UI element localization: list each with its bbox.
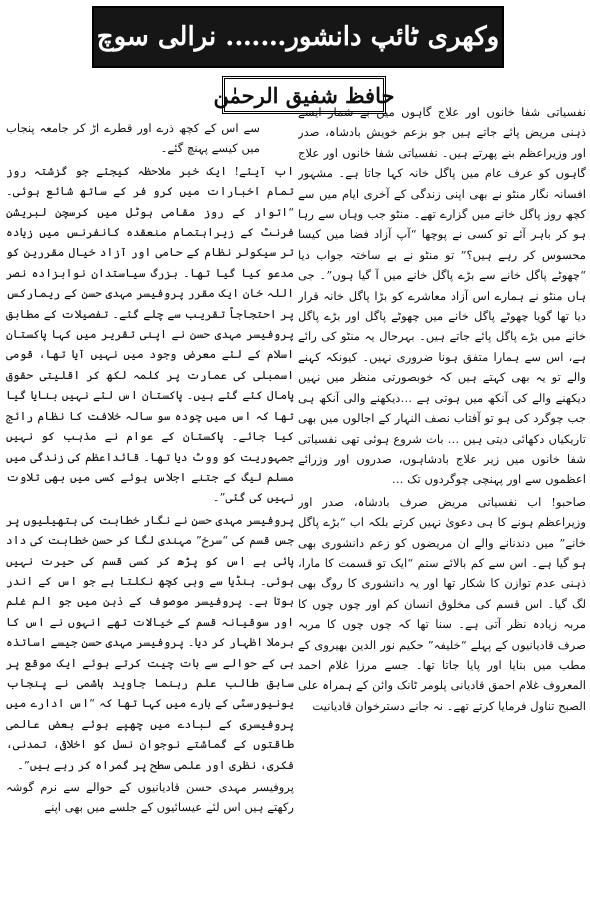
paragraph: پروفیسر مہدی حسن قادیانیوں کے حوالے سے نرم گوشہ رکھتے ہیں اس لئے عیسائیوں کے جلسے میں بھی اپنے [6,780,294,815]
article-column-left [6,118,294,902]
paragraph: صاحبو! اب نفسیاتی مریض صرف بادشاہ، صدر اور وزیراعظم ہونے کا ہی دعویٰ نہیں کرتے بلکہ اب “بڑے پاگل خانے” میں دندنانے والے ان مریضوں کو زعم دانشوری بھی ہو گیا ہے۔ اس سے کم بالائے ستم “ایک تو قسمت کا مارا، ذہنی عدم توازن کا شکار تھا اور یہ دانشوری کا روگ بھی لگ گیا۔ اس قسم کی مخلوق انسان کم اور چوں چوں کا مربہ زیادہ نظر آتی ہے۔ سنا تھا کہ چوں چوں کا مربہ صرف قادیانیوں کے پہلے “خلیفہ” حکیم نور الدین بھیروی کے مطب میں بنایا اور پایا جاتا تھا۔ جسے مرزا غلام احمد المعروف غلام احمق قادیانی پلومر ٹانک وائن کے ہمراہ علی الصبح تناول فرمایا کرتے تھے۔ نہ جانے دسترخوان قادیانیت [298,494,586,713]
paragraph: سے اس کے کچھ ذرے اور قطرے اڑ کر جامعہ پنجاب میں کیسے پہنچ گئے۔ [6,121,260,156]
headline: وکھری ٹائپ دانشور……. نرالی سوچ [92,6,504,68]
article-column-right [298,102,586,902]
paragraph: نفسیاتی شفا خانوں اور علاج گاہوں میں بے شمار ایسے ذہنی مریض پائے جاتے ہیں جو بزعم خویش بادشاہ، صدر اور وزیراعظم بنے پھرتے ہیں۔ نفسیاتی شفا خانوں اور علاج گاہوں کو عرف عام میں پاگل خانہ کہا جاتا ہے۔ مشہور افسانہ نگار منٹو نے بھی اپنی زندگی کے آخری ایام میں سے کچھ روز پاگل خانے میں گزارے تھے۔ منٹو جب وہاں سے رہا ہو کر باہر آئے تو کسی نے پوچھا “آپ آزاد فضا میں کیسا محسوس کر رہے ہیں؟” تو منٹو نے بے ساختہ جواب دیا “چھوٹے پاگل خانے سے بڑے پاگل خانے میں آ گیا ہوں”۔ جی ہاں منٹو نے ہمارے اس آزاد معاشرے کو بڑا پاگل خانہ قرار دیا تھا گویا چھوٹے پاگل خانے میں چھوٹے پاگل اور بڑے پاگل خانے میں بڑے پاگل پائے جاتے ہیں۔ بہرحال یہ منٹو کی رائے ہے، اس سے ہمارا متفق ہونا ضروری نہیں۔ کیونکہ کہنے والے تو یہ بھی کہتے ہیں کہ خوبصورتی منظر میں نہیں دیکھنے والے کی آنکھ میں ہوتی ہے …دیکھنے والی آنکھ ہی جب چوگرد کی ہو تو آفتاب نصف النہار کے اجالوں میں بھی تاریکیاں دکھائی دیتی ہیں … بات شروع ہوئی تھی نفسیاتی شفا خانوں میں زیر علاج بادشاہوں، صدروں اور وزرائے اعظموں سے اور پہنچی چوگردوں تک … [298,105,586,487]
paragraph: پروفیسر مہدی حسن نے نگار خطابت کی ہتھیلیوں پر جس قسم کی “سرخ” مہندی لگا کر حسن خطابت کی داد پائی ہے اس کو پڑھ کر کسی قسم کی حیرت نہیں ہوئی۔ ہنڈیا سے وہی کچھ نکلتا ہے جو اس کے اندر ہوتا ہے۔ پروفیسر موصوف کے ذہن میں جو الم غلم اور سوقیانہ قسم کے خیالات تھے انہوں نے اس کا برملا اظہار کر دیا۔ پروفیسر مہدی حسن جیسے اساتذہ ہی کے حوالے سے بات چیت کرتے ہوئے ایک موقع پر سابق طالب علم رہنما جاوید ہاشمی نے پنجاب یونیورسٹی کے بارے میں کہا تھا کہ “اس ادارے میں پروفیسری کے لبادے میں چھپے ہوئے بعض عالمی طاقتوں کے گماشتے نوجوان نسل کو اخلاقی، تمدنی، فکری، نظری اور علمی سطح پر گمراہ کر رہے ہیں”۔ [6,512,294,772]
paragraph: اب آیئے! ایک خبر ملاحظہ کیجئے جو گزشتہ روز تمام اخبارات میں کرو فر کے ساتھ شائع ہوئی۔ “اتوار کے روز مقامی ہوٹل میں کرسچن لبریشن فرنٹ کے زیراہتمام منعقدہ کانفرنس میں زیادہ تر سیکولر نظام کے حامی اور آزاد خیال مقررین کو مدعو کیا گیا تھا۔ بزرگ سیاستدان نوابزادہ نصر اللہ خان ایک مقرر پروفیسر مہدی حسن کے ریمارکس پر احتجاجاً تقریب سے چلے گئے۔ تفصیلات کے مطابق پروفیسر مہدی حسن نے اپنی تقریر میں کہا پاکستان اسلام کے لئے معرض وجود میں نہیں آیا تھا، قومی اسمبلی کی عمارت پر کلمہ لکھ کر اقلیتی حقوق پامال کئے گئے ہیں۔ پاکستان اس لئے نہیں بنایا گیا تھا کہ اس میں چودہ سو سالہ خلافت کا نظام رائج کیا جائے۔ پاکستان کے عوام نے مذہب کو نہیں جمہوریت کو ووٹ دیا تھا۔ قائداعظم کی زندگی میں مسلم لیگ کے جتنے اجلاس ہوئے کسی میں بھی تلاوت نہیں کی گئی”۔ [6,163,294,505]
byline: حافظ شفیق الرحمٰن [222,76,386,114]
